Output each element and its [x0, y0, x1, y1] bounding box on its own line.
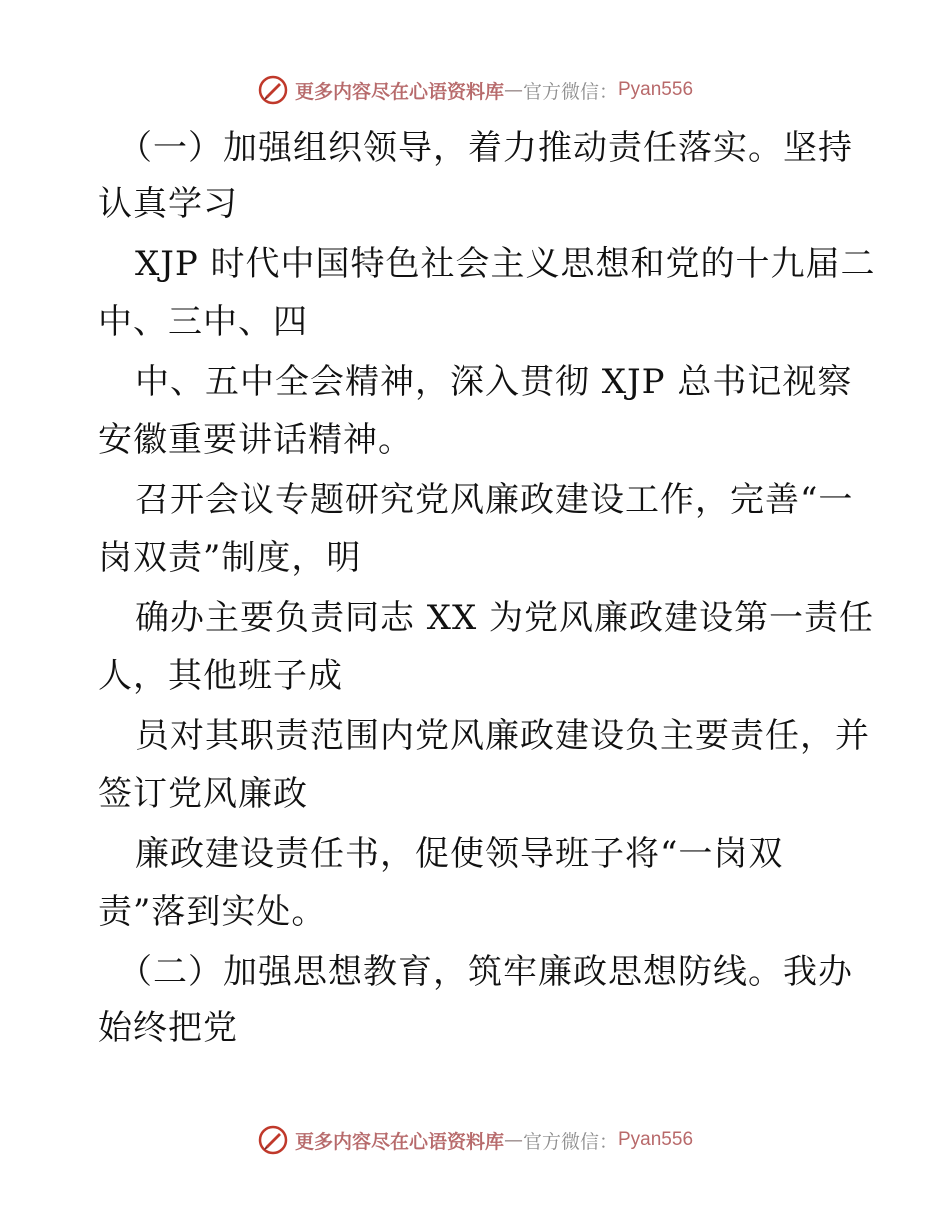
footer-watermark	[0, 1120, 950, 1160]
paragraph-line: 始终把党	[98, 1008, 238, 1048]
paragraph-line: 中、三中、四	[98, 302, 308, 342]
paragraph-line: 人，其他班子成	[98, 656, 343, 696]
pen-logo-icon	[257, 1124, 289, 1156]
paragraph-line: 岗双责”制度，明	[98, 538, 362, 578]
paragraph-line: 召开会议专题研究党风廉政建设工作，完善“一	[135, 480, 854, 520]
paragraph-line: 签订党风廉政	[98, 774, 308, 814]
paragraph-line: XJP 时代中国特色社会主义思想和党的十九届二	[135, 244, 876, 284]
pen-logo-icon	[257, 74, 289, 106]
paragraph-line: 确办主要负责同志 XX 为党风廉政建设第一责任	[135, 598, 875, 638]
header-watermark	[0, 70, 950, 110]
paragraph-line: 员对其职责范围内党风廉政建设负主要责任，并	[135, 716, 870, 756]
watermark-separator: —	[503, 1129, 523, 1151]
paragraph-line: 责”落到实处。	[98, 892, 327, 932]
watermark-label: 官方微信：	[522, 80, 618, 103]
paragraph-line: 安徽重要讲话精神。	[98, 420, 413, 460]
paragraph-line: 廉政建设责任书，促使领导班子将“一岗双	[135, 834, 784, 874]
watermark-wechat-id: Pyan556	[618, 1129, 694, 1150]
paragraph-line: 中、五中全会精神，深入贯彻 XJP 总书记视察	[135, 362, 853, 402]
watermark-wechat-id: Pyan556	[618, 79, 694, 100]
watermark-label: 官方微信：	[522, 1130, 618, 1153]
watermark-brand: 更多内容尽在心语资料库	[294, 1130, 504, 1153]
paragraph-line: 认真学习	[98, 184, 238, 224]
paragraph-line: （二）加强思想教育，筑牢廉政思想防线。我办	[118, 952, 853, 992]
paragraph-line: （一）加强组织领导，着力推动责任落实。坚持	[118, 128, 853, 168]
watermark-separator: —	[503, 79, 523, 101]
watermark-brand: 更多内容尽在心语资料库	[294, 80, 504, 103]
